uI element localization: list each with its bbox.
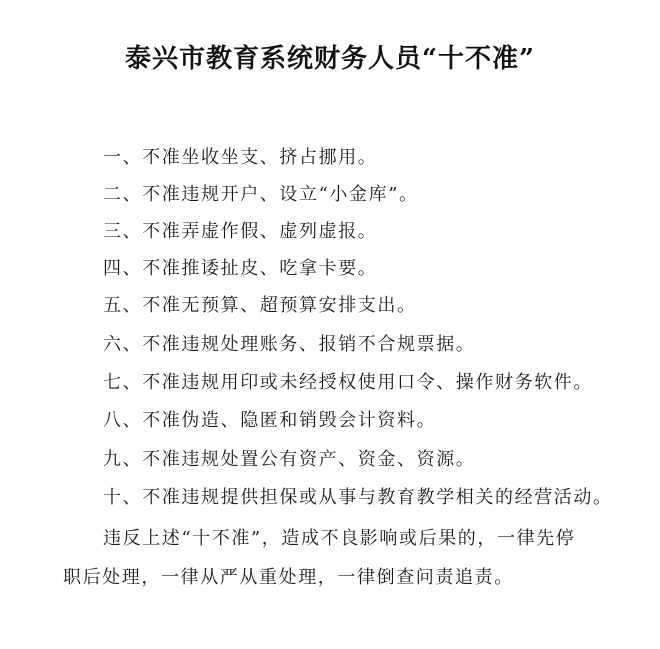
rule-number: 七、: [103, 372, 143, 393]
closing-paragraph-line-1: 违反上述“十不准”，造成不良影响或后果的，一律先停: [103, 528, 576, 549]
rule-item-7: [103, 371, 623, 395]
rule-item-6: [103, 333, 623, 357]
rule-number: 九、: [103, 449, 143, 470]
rule-number: 三、: [103, 221, 143, 242]
rule-text: 不准弄虚作假、虚列虚报。: [142, 221, 378, 242]
rule-text: 不准坐收坐支、挤占挪用。: [142, 147, 378, 168]
rule-item-8: [103, 409, 623, 433]
closing-paragraph-line-2: 职后处理，一律从严从重处理，一律倒查问责追责。: [63, 567, 514, 588]
rule-item-9: [103, 448, 623, 472]
document-title: 泰兴市教育系统财务人员“十不准”: [125, 44, 535, 74]
rule-number: 四、: [103, 258, 143, 279]
rule-number: 五、: [103, 295, 143, 316]
rule-item-2: [103, 183, 623, 207]
rule-text: 不准违规用印或未经授权使用口令、操作财务软件。: [142, 372, 594, 393]
rule-number: 六、: [103, 334, 143, 355]
rule-number: 八、: [103, 410, 143, 431]
rule-item-4: [103, 257, 623, 281]
rule-text: 不准违规处理账务、报销不合规票据。: [142, 334, 476, 355]
rule-item-1: [103, 146, 623, 170]
rule-item-10: [103, 486, 623, 510]
rule-text: 不准无预算、超预算安排支出。: [142, 295, 417, 316]
rule-number: 二、: [103, 184, 143, 205]
rule-text: 不准违规处置公有资产、资金、资源。: [142, 449, 476, 470]
rule-text: 不准推诿扯皮、吃拿卡要。: [142, 258, 378, 279]
rule-number: 十、: [103, 487, 143, 508]
rule-item-5: [103, 294, 623, 318]
rule-item-3: [103, 220, 623, 244]
rule-text: 不准违规提供担保或从事与教育教学相关的经营活动。: [142, 487, 613, 508]
rule-text: 不准伪造、隐匿和销毁会计资料。: [142, 410, 437, 431]
rule-number: 一、: [103, 147, 143, 168]
rule-text: 不准违规开户、设立“小金库”。: [142, 184, 419, 205]
